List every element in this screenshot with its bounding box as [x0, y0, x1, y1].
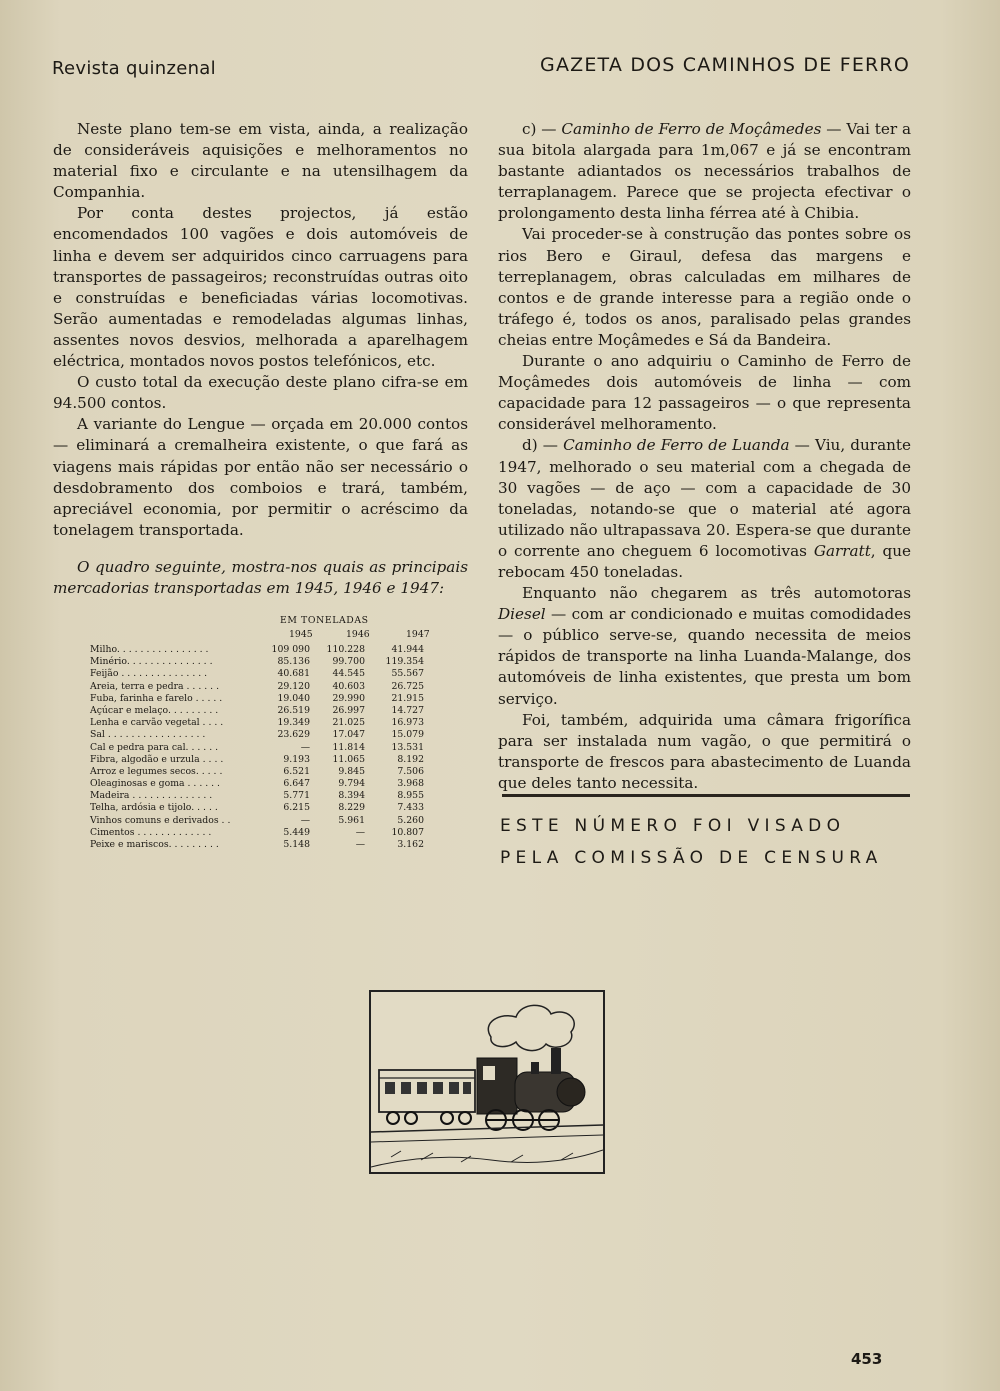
commodity-label: Vinhos comuns e derivados . .	[90, 814, 231, 826]
paragraph: Foi, também, adquirida uma câmara frigorífica para ser instalada num vagão, o que permitirá o transporte de frescos para abastecimento de Luanda que deles tanto necessita.	[498, 710, 911, 792]
table-row	[90, 777, 440, 789]
tonnage-value: 11.814	[332, 741, 365, 753]
tonnage-value: 26.725	[391, 680, 424, 692]
tonnage-value: 21.025	[332, 717, 365, 729]
tonnage-value: 8.955	[397, 790, 424, 802]
tonnage-value: 29.120	[277, 680, 310, 692]
paragraph: Neste plano tem-se em vista, ainda, a realização de consideráveis aquisições e melhoramentos no material fixo e circulante e na utensilhagem da Companhia.	[53, 120, 468, 202]
commodity-label: Oleaginosas e goma . . . . . .	[90, 778, 221, 790]
table-caption: EM TONELADAS	[280, 615, 369, 626]
tonnage-value: 23.629	[277, 729, 310, 741]
tonnage-value: 26.997	[332, 704, 365, 716]
section-letter: d) —	[522, 436, 564, 455]
paragraph	[498, 435, 911, 583]
italic-term: Garratt	[813, 541, 871, 560]
table-intro: O quadro seguinte, mostra-nos quais as principais mercadorias transportadas em 1945, 1946 e 1947:	[53, 557, 468, 597]
tonnage-value: 8.394	[338, 790, 365, 802]
tonnage-value: 8.192	[397, 753, 424, 765]
tonnage-value: 99.700	[332, 656, 365, 668]
table-row	[90, 741, 440, 753]
paragraph-text: , que rebocam 450 toneladas.	[498, 541, 911, 581]
tonnage-value: 14.727	[391, 704, 424, 716]
tonnage-value: 19.040	[277, 692, 310, 704]
commodity-label: Telha, ardósia e tijolo. . . . .	[90, 802, 218, 814]
tonnage-value: 3.162	[397, 839, 424, 850]
table-row	[90, 789, 440, 801]
tonnage-value: 19.349	[277, 717, 310, 729]
tonnage-value: 119.354	[385, 656, 424, 668]
tonnage-value: 109 090	[271, 644, 310, 655]
tonnage-value: —	[355, 839, 365, 850]
tonnage-value: 5.771	[283, 790, 310, 802]
italic-term: Diesel	[498, 605, 546, 624]
tonnage-value: —	[355, 826, 365, 838]
tonnage-value: 41.944	[391, 644, 424, 655]
commodity-label: Fuba, farinha e farelo . . . . .	[90, 692, 223, 704]
commodity-label: Lenha e carvão vegetal . . . .	[90, 717, 224, 729]
tonnage-value: 13.531	[391, 741, 424, 753]
year-header: 1947	[406, 629, 430, 640]
steam-train-icon	[371, 992, 603, 1172]
censorship-line: PELA COMISSÃO DE CENSURA	[500, 848, 883, 868]
tonnage-value: —	[300, 741, 310, 753]
commodity-label: Areia, terra e pedra . . . . . .	[90, 680, 220, 692]
tonnage-value: 9.794	[338, 778, 365, 790]
commodity-label: Peixe e mariscos. . . . . . . . .	[90, 839, 219, 850]
tonnage-value: 5.260	[397, 814, 424, 826]
tonnage-value: 9.845	[338, 765, 365, 777]
left-column	[53, 119, 468, 599]
commodity-label: Cimentos . . . . . . . . . . . . .	[90, 826, 212, 838]
section-title: Caminho de Ferro de Luanda	[563, 436, 790, 455]
tonnage-value: 17.047	[332, 729, 365, 741]
table-row	[90, 667, 440, 679]
section-divider	[502, 794, 910, 797]
table-row	[90, 655, 440, 667]
table-rows	[90, 643, 440, 850]
commodity-label: Milho. . . . . . . . . . . . . . . .	[90, 644, 209, 655]
table-row	[90, 765, 440, 777]
table-row	[90, 801, 440, 813]
commodity-label: Feijão . . . . . . . . . . . . . . .	[90, 668, 208, 680]
table-row	[90, 716, 440, 728]
tonnage-value: 9.193	[283, 753, 310, 765]
paragraph	[498, 119, 911, 224]
tonnage-value: 44.545	[332, 668, 365, 680]
commodity-label: Minério. . . . . . . . . . . . . . .	[90, 656, 213, 668]
table-row	[90, 692, 440, 704]
section-title: Caminho de Ferro de Moçâmedes	[561, 120, 822, 138]
table-row	[90, 753, 440, 765]
tonnage-value: 26.519	[277, 704, 310, 716]
tonnage-value: 10.807	[391, 826, 424, 838]
page-number: 453	[851, 1350, 883, 1368]
tonnage-value: 6.215	[283, 802, 310, 814]
commodity-label: Açúcar e melaço. . . . . . . . .	[90, 704, 219, 716]
commodity-label: Sal . . . . . . . . . . . . . . . . .	[90, 729, 206, 741]
tonnage-value: 3.968	[397, 778, 424, 790]
section-letter: c) —	[522, 120, 562, 138]
tonnage-value: 6.647	[283, 778, 310, 790]
tonnage-value: 110.228	[326, 644, 365, 655]
paragraph-text: — com ar condicionado e muitas comodidades — o público serve-se, quando necessita de meios rápidos de transporte na linha Luanda-Malange, dos automóveis de linha existentes, que presta um bom serviço.	[498, 605, 911, 708]
paragraph	[498, 583, 911, 710]
paragraph: Vai proceder-se à construção das pontes sobre os rios Bero e Giraul, defesa das margens e terreplanagem, obras calculadas em milhares de contos e de grande interesse para a região onde o tráfego é, todos os anos, paralisado pelas grandes cheias entre Moçâmedes e Sá da Bandeira.	[498, 225, 911, 349]
paragraph-text: Enquanto não chegarem as três automotoras	[522, 584, 911, 603]
tonnage-value: 6.521	[283, 765, 310, 777]
year-header: 1946	[346, 629, 370, 640]
table-row	[90, 826, 440, 838]
header-periodicity: Revista quinzenal	[52, 58, 216, 79]
year-header: 1945	[289, 629, 313, 640]
tonnage-value: 7.433	[397, 802, 424, 814]
tonnage-value: 40.603	[332, 680, 365, 692]
tonnage-value: 7.506	[397, 765, 424, 777]
table-row	[90, 814, 440, 826]
paragraph-text: — Viu, durante 1947, melhorado o seu material com a chegada de 30 vagões — de aço — com a capacidade de 30 toneladas, notando-se que o material até agora utilizado não ultrapassava 20. Espera-se que durante o corrente ano cheguem 6 locomotivas	[498, 436, 911, 560]
censorship-line: ESTE NÚMERO FOI VISADO	[500, 816, 846, 836]
commodity-label: Madeira . . . . . . . . . . . . . .	[90, 790, 213, 802]
tonnage-value: 15.079	[391, 729, 424, 741]
paragraph: A variante do Lengue — orçada em 20.000 contos — eliminará a cremalheira existente, o que fará as viagens mais rápidas por então não ser necessário o desdobramento dos comboios e trará, também, apreciável economia, por permitir o acréscimo da tonelagem transportada.	[53, 415, 468, 539]
paragraph-text: — Vai ter a sua bitola alargada para 1m,067 e já se encontram bastante adiantados os necessários trabalhos de terraplanagem. Parece que se projecta efectivar o prolongamento desta linha férrea até à Chibia.	[498, 120, 912, 223]
tonnage-value: —	[300, 814, 310, 826]
table-row	[90, 728, 440, 740]
tonnage-value: 85.136	[277, 656, 310, 668]
tonnage-value: 5.449	[283, 826, 310, 838]
table-row	[90, 643, 440, 655]
tonnage-value: 29.990	[332, 692, 365, 704]
tonnage-value: 11.065	[332, 753, 365, 765]
tonnage-value: 5.961	[338, 814, 365, 826]
train-illustration	[369, 990, 605, 1174]
tonnage-value: 5.148	[283, 839, 310, 850]
table-row	[90, 838, 440, 850]
header-magazine-title: GAZETA DOS CAMINHOS DE FERRO	[540, 54, 910, 76]
commodity-label: Arroz e legumes secos. . . . .	[90, 765, 223, 777]
paragraph: O custo total da execução deste plano cifra-se em 94.500 contos.	[53, 373, 468, 413]
table-row	[90, 704, 440, 716]
tonnage-value: 40.681	[277, 668, 310, 680]
tonnage-value: 8.229	[338, 802, 365, 814]
tonnage-value: 16.973	[391, 717, 424, 729]
commodity-label: Cal e pedra para cal. . . . . .	[90, 741, 219, 753]
commodity-label: Fibra, algodão e urzula . . . .	[90, 753, 224, 765]
tonnage-value: 21.915	[391, 692, 424, 704]
paragraph: Por conta destes projectos, já estão encomendados 100 vagões e dois automóveis de linha e devem ser adquiridos cinco carruagens para transportes de passageiros; reconstruídas outras oito e construídas e beneficiadas várias locomotivas. Serão aumentadas e remodeladas algumas linhas, assentes novos desvios, melhorada a aparelhagem eléctrica, montados novos postos telefónicos, etc.	[53, 204, 468, 371]
right-column	[498, 119, 911, 794]
table-row	[90, 680, 440, 692]
tonnage-value: 55.567	[391, 668, 424, 680]
paragraph: Durante o ano adquiriu o Caminho de Ferro de Moçâmedes dois automóveis de linha — com capacidade para 12 passageiros — o que representa considerável melhoramento.	[498, 352, 911, 434]
